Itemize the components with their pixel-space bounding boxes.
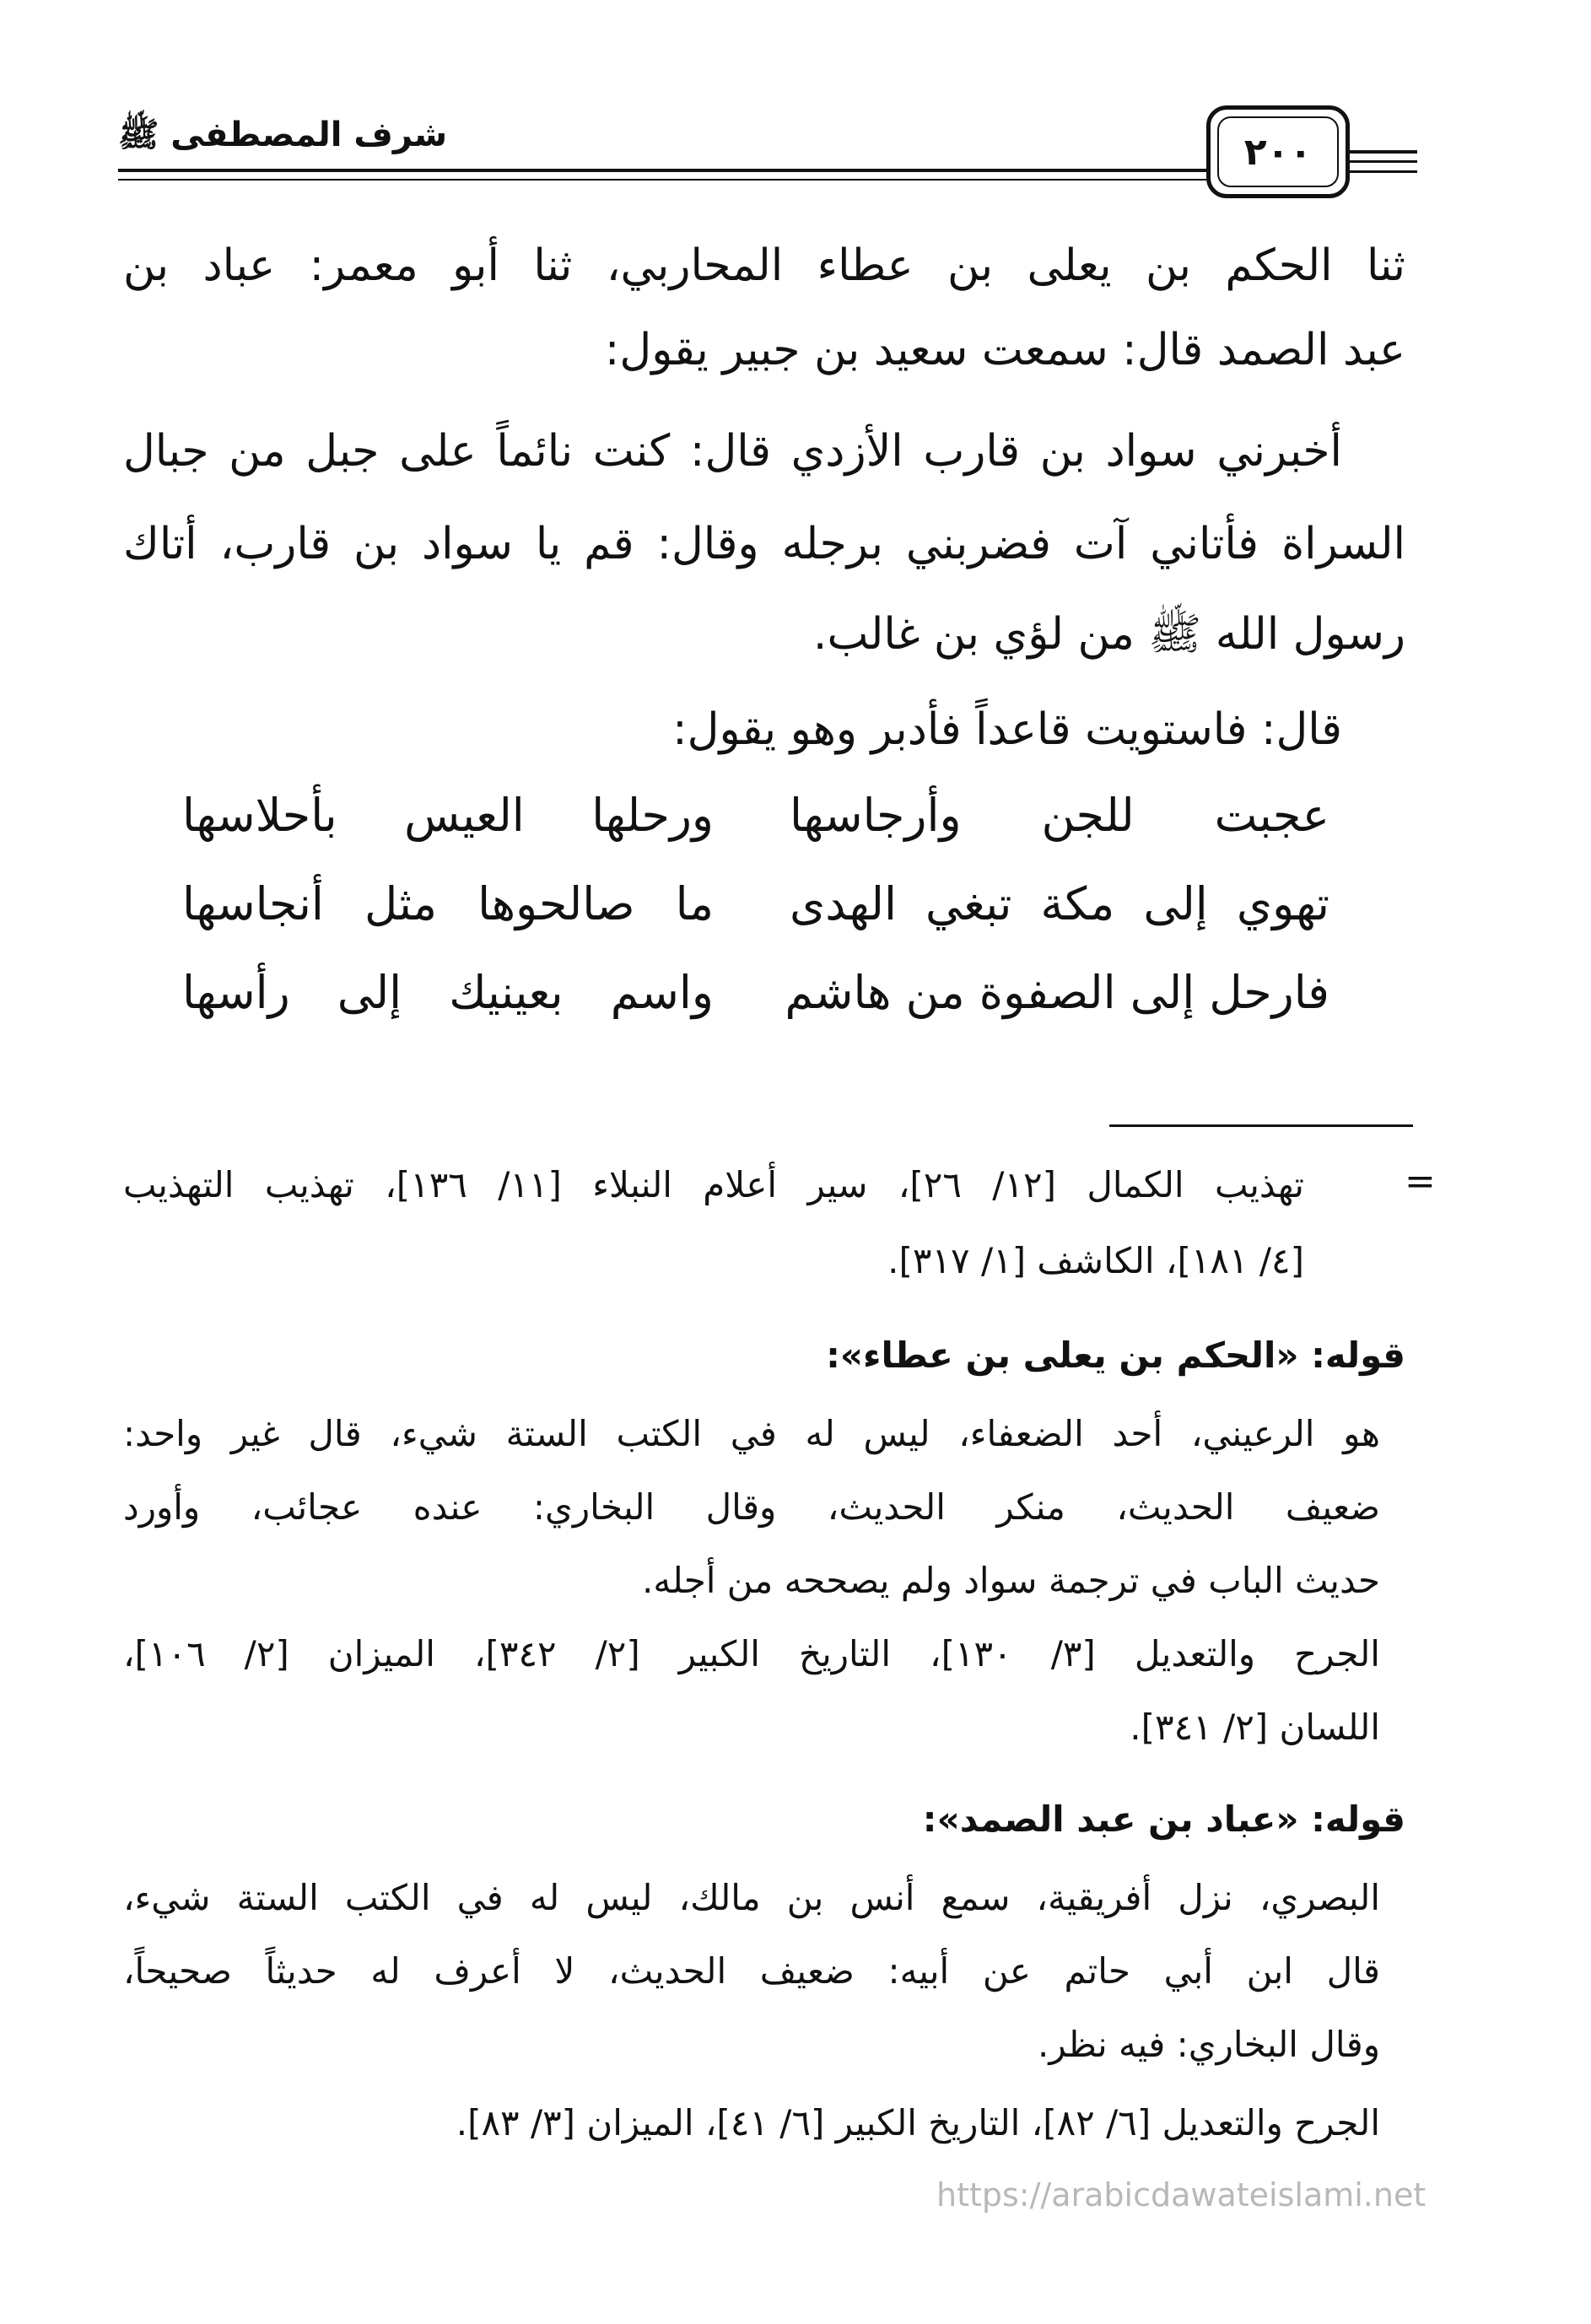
page-header	[0, 0, 1591, 202]
text-line: السراة فأتاني آت فضربني برجله وقال: قم يا سواد بن قارب، أتاك	[123, 519, 1405, 569]
footnote-heading: قوله: «عباد بن عبد الصمد»:	[922, 1798, 1405, 1840]
footnote-line: تهذيب الكمال [١٢/ ٢٦]، سير أعلام النبلاء [١١/ ١٣٦]، تهذيب التهذيب	[123, 1164, 1304, 1205]
header-rule	[1350, 160, 1417, 163]
footnote-line: الجرح والتعديل [٦/ ٨٢]، التاريخ الكبير [٦/ ٤١]، الميزان [٣/ ٨٣].	[456, 2102, 1380, 2143]
page-number-frame	[1206, 105, 1350, 198]
header-rule	[118, 169, 1206, 172]
footnote-line: [٤/ ١٨١]، الكاشف [١/ ٣١٧].	[887, 1240, 1304, 1281]
footnote-line: ضعيف الحديث، منكر الحديث، وقال البخاري: عنده عجائب، وأورد	[123, 1486, 1380, 1528]
running-title: شرف المصطفى ﷺ	[118, 116, 448, 154]
header-rule	[1350, 170, 1417, 173]
footnote-line: البصري، نزل أفريقية، سمع أنس بن مالك، ليس له في الكتب الستة شيء،	[123, 1877, 1380, 1918]
header-rule	[1350, 150, 1417, 154]
footnote-line: اللسان [٢/ ٣٤١].	[1130, 1707, 1380, 1748]
footnote-separator	[1109, 1124, 1413, 1127]
text-line: أخبرني سواد بن قارب الأزدي قال: كنت نائماً على جبل من جبال	[123, 426, 1342, 477]
continuation-mark: =	[1405, 1160, 1436, 1203]
footnote-line: حديث الباب في ترجمة سواد ولم يصححه من أجله.	[642, 1560, 1380, 1601]
poem-hemistich: عجبت للجن وأرجاسها	[790, 789, 1329, 842]
poem-hemistich: فارحل إلى الصفوة من هاشم	[785, 966, 1329, 1019]
footnote-line: الجرح والتعديل [٣/ ١٣٠]، التاريخ الكبير [٢/ ٣٤٢]، الميزان [٢/ ١٠٦]،	[123, 1633, 1380, 1674]
header-rule	[118, 179, 1206, 181]
poem-hemistich: ورحلها العيس بأحلاسها	[182, 789, 714, 842]
text-line: عبد الصمد قال: سمعت سعيد بن جبير يقول:	[604, 325, 1405, 375]
text-line: رسول الله ﷺ من لؤي بن غالب.	[812, 609, 1405, 660]
page-number: ٢٠٠	[1243, 130, 1313, 174]
footnote-line: هو الرعيني، أحد الضعفاء، ليس له في الكتب الستة شيء، قال غير واحد:	[123, 1413, 1380, 1454]
footnote-line: قال ابن أبي حاتم عن أبيه: ضعيف الحديث، لا أعرف له حديثاً صحيحاً،	[123, 1950, 1380, 1992]
text-line: قال: فاستويت قاعداً فأدبر وهو يقول:	[672, 704, 1342, 755]
text-line: ثنا الحكم بن يعلى بن عطاء المحاربي، ثنا أبو معمر: عباد بن	[123, 240, 1405, 291]
footnote-heading: قوله: «الحكم بن يعلى بن عطاء»:	[826, 1335, 1405, 1376]
watermark-url: https://arabicdawateislami.net	[936, 2176, 1427, 2213]
poem-hemistich: تهوي إلى مكة تبغي الهدى	[790, 877, 1329, 930]
footnote-line: وقال البخاري: فيه نظر.	[1037, 2024, 1380, 2065]
poem-hemistich: واسم بعينيك إلى رأسها	[182, 966, 714, 1019]
poem-hemistich: ما صالحوها مثل أنجاسها	[182, 877, 714, 930]
